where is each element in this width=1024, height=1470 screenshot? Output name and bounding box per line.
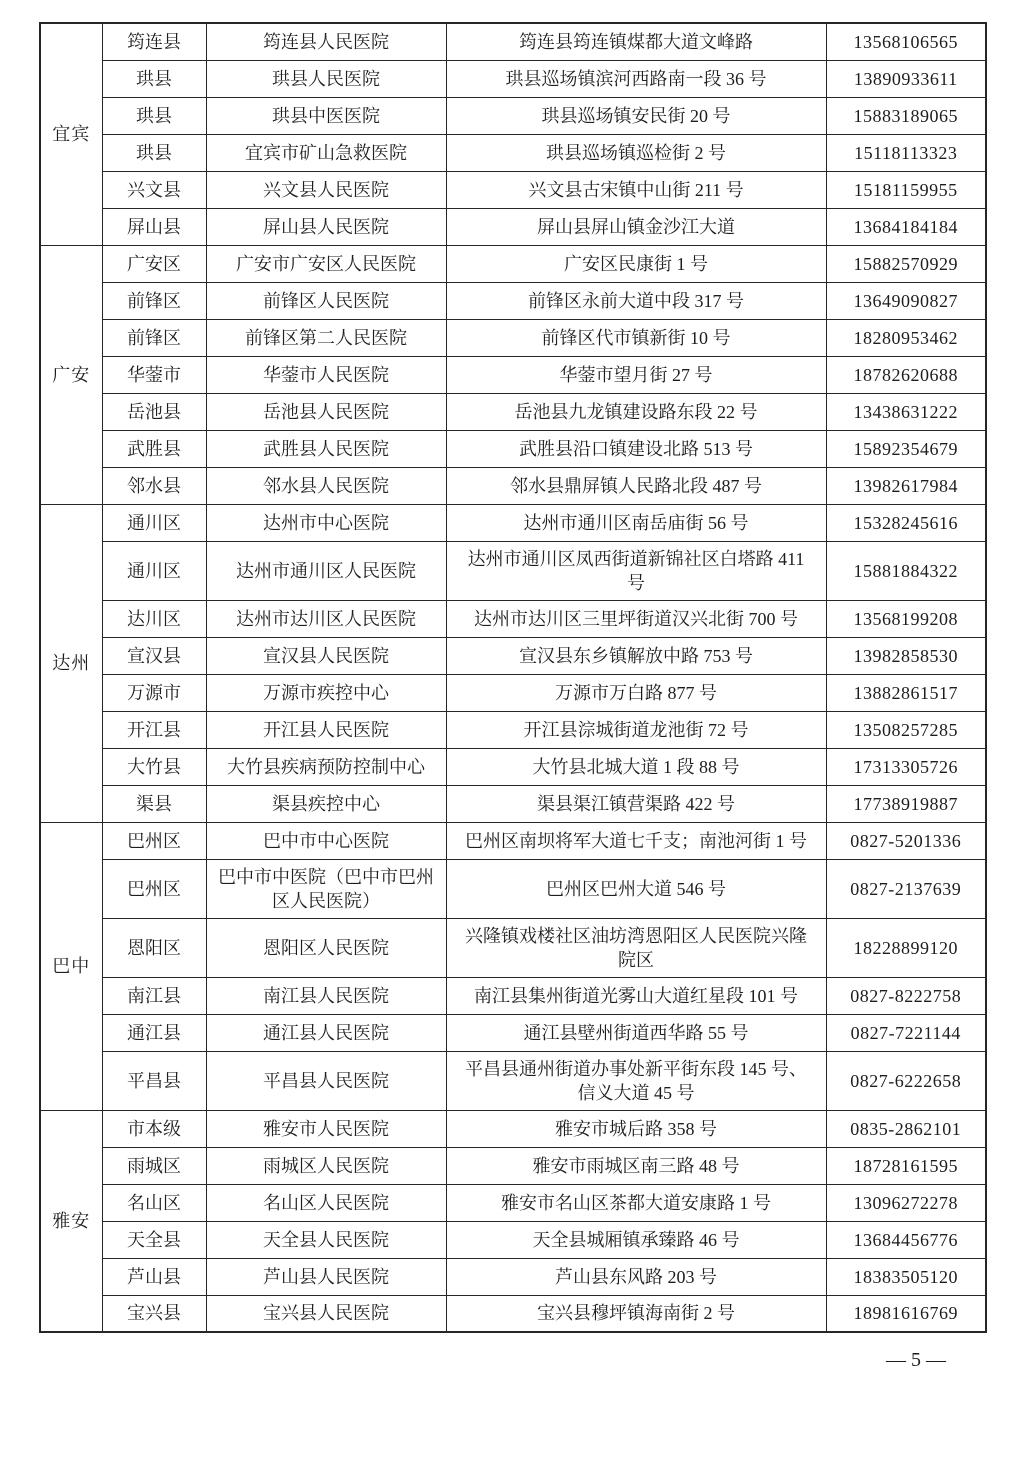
table-row xyxy=(40,171,986,208)
hospital-cell: 大竹县疾病预防控制中心 xyxy=(206,748,446,785)
district-cell: 恩阳区 xyxy=(102,918,206,977)
phone-cell: 17738919887 xyxy=(826,785,986,822)
district-cell: 万源市 xyxy=(102,674,206,711)
district-cell: 宝兴县 xyxy=(102,1295,206,1332)
district-cell: 芦山县 xyxy=(102,1258,206,1295)
hospital-cell: 广安市广安区人民医院 xyxy=(206,245,446,282)
table-row xyxy=(40,785,986,822)
hospital-cell: 平昌县人民医院 xyxy=(206,1051,446,1110)
table-row xyxy=(40,711,986,748)
phone-cell: 13982858530 xyxy=(826,637,986,674)
hospital-cell: 屏山县人民医院 xyxy=(206,208,446,245)
table-row xyxy=(40,1221,986,1258)
hospital-table xyxy=(39,22,987,1333)
city-cell: 巴中 xyxy=(40,822,102,1110)
phone-cell: 15882570929 xyxy=(826,245,986,282)
address-cell: 广安区民康街 1 号 xyxy=(446,245,826,282)
district-cell: 珙县 xyxy=(102,134,206,171)
table-row xyxy=(40,918,986,977)
hospital-cell: 邻水县人民医院 xyxy=(206,467,446,504)
address-cell: 岳池县九龙镇建设路东段 22 号 xyxy=(446,393,826,430)
hospital-cell: 宜宾市矿山急救医院 xyxy=(206,134,446,171)
hospital-cell: 雨城区人民医院 xyxy=(206,1147,446,1184)
address-cell: 宣汉县东乡镇解放中路 753 号 xyxy=(446,637,826,674)
phone-cell: 0827-6222658 xyxy=(826,1051,986,1110)
district-cell: 华蓥市 xyxy=(102,356,206,393)
hospital-cell: 兴文县人民医院 xyxy=(206,171,446,208)
district-cell: 市本级 xyxy=(102,1110,206,1147)
hospital-cell: 芦山县人民医院 xyxy=(206,1258,446,1295)
hospital-cell: 达州市达川区人民医院 xyxy=(206,600,446,637)
hospital-cell: 雅安市人民医院 xyxy=(206,1110,446,1147)
phone-cell: 18383505120 xyxy=(826,1258,986,1295)
address-cell: 达州市达川区三里坪街道汉兴北街 700 号 xyxy=(446,600,826,637)
phone-cell: 13568199208 xyxy=(826,600,986,637)
district-cell: 通江县 xyxy=(102,1014,206,1051)
page-footer xyxy=(0,1349,1024,1372)
address-cell: 邻水县鼎屏镇人民路北段 487 号 xyxy=(446,467,826,504)
district-cell: 兴文县 xyxy=(102,171,206,208)
address-cell: 天全县城厢镇承臻路 46 号 xyxy=(446,1221,826,1258)
table-row xyxy=(40,1295,986,1332)
district-cell: 筠连县 xyxy=(102,23,206,60)
table-row xyxy=(40,23,986,60)
address-cell: 华蓥市望月街 27 号 xyxy=(446,356,826,393)
address-cell: 珙县巡场镇巡检街 2 号 xyxy=(446,134,826,171)
district-cell: 珙县 xyxy=(102,60,206,97)
phone-cell: 17313305726 xyxy=(826,748,986,785)
hospital-cell: 通江县人民医院 xyxy=(206,1014,446,1051)
phone-cell: 13438631222 xyxy=(826,393,986,430)
phone-cell: 15883189065 xyxy=(826,97,986,134)
district-cell: 邻水县 xyxy=(102,467,206,504)
table-row xyxy=(40,60,986,97)
district-cell: 宣汉县 xyxy=(102,637,206,674)
table-row xyxy=(40,208,986,245)
phone-cell: 13684456776 xyxy=(826,1221,986,1258)
address-cell: 达州市通川区南岳庙街 56 号 xyxy=(446,504,826,541)
table-row xyxy=(40,467,986,504)
table-row xyxy=(40,282,986,319)
address-cell: 珙县巡场镇滨河西路南一段 36 号 xyxy=(446,60,826,97)
phone-cell: 0827-5201336 xyxy=(826,822,986,859)
address-cell: 武胜县沿口镇建设北路 513 号 xyxy=(446,430,826,467)
phone-cell: 15118113323 xyxy=(826,134,986,171)
phone-cell: 15892354679 xyxy=(826,430,986,467)
hospital-cell: 渠县疾控中心 xyxy=(206,785,446,822)
hospital-cell: 达州市通川区人民医院 xyxy=(206,541,446,600)
address-cell: 珙县巡场镇安民街 20 号 xyxy=(446,97,826,134)
table-row xyxy=(40,637,986,674)
phone-cell: 13568106565 xyxy=(826,23,986,60)
hospital-cell: 天全县人民医院 xyxy=(206,1221,446,1258)
phone-cell: 13508257285 xyxy=(826,711,986,748)
phone-cell: 0827-2137639 xyxy=(826,859,986,918)
address-cell: 通江县壁州街道西华路 55 号 xyxy=(446,1014,826,1051)
district-cell: 巴州区 xyxy=(102,822,206,859)
address-cell: 兴隆镇戏楼社区油坊湾恩阳区人民医院兴隆院区 xyxy=(446,918,826,977)
district-cell: 岳池县 xyxy=(102,393,206,430)
district-cell: 通川区 xyxy=(102,504,206,541)
phone-cell: 13649090827 xyxy=(826,282,986,319)
table-row xyxy=(40,134,986,171)
city-cell: 雅安 xyxy=(40,1110,102,1332)
table-row xyxy=(40,393,986,430)
hospital-table-body xyxy=(40,23,986,1332)
address-cell: 雅安市名山区茶都大道安康路 1 号 xyxy=(446,1184,826,1221)
table-row xyxy=(40,748,986,785)
district-cell: 前锋区 xyxy=(102,319,206,356)
phone-cell: 0827-7221144 xyxy=(826,1014,986,1051)
phone-cell: 18782620688 xyxy=(826,356,986,393)
hospital-cell: 筠连县人民医院 xyxy=(206,23,446,60)
address-cell: 前锋区代市镇新街 10 号 xyxy=(446,319,826,356)
table-row xyxy=(40,504,986,541)
phone-cell: 13982617984 xyxy=(826,467,986,504)
page-number: — 5 — xyxy=(886,1349,946,1371)
phone-cell: 18728161595 xyxy=(826,1147,986,1184)
table-row xyxy=(40,356,986,393)
district-cell: 平昌县 xyxy=(102,1051,206,1110)
hospital-cell: 珙县中医医院 xyxy=(206,97,446,134)
address-cell: 南江县集州街道光雾山大道红星段 101 号 xyxy=(446,977,826,1014)
address-cell: 平昌县通州街道办事处新平街东段 145 号、信义大道 45 号 xyxy=(446,1051,826,1110)
address-cell: 大竹县北城大道 1 段 88 号 xyxy=(446,748,826,785)
address-cell: 芦山县东风路 203 号 xyxy=(446,1258,826,1295)
district-cell: 达川区 xyxy=(102,600,206,637)
district-cell: 开江县 xyxy=(102,711,206,748)
phone-cell: 0835-2862101 xyxy=(826,1110,986,1147)
phone-cell: 18228899120 xyxy=(826,918,986,977)
hospital-cell: 宝兴县人民医院 xyxy=(206,1295,446,1332)
district-cell: 渠县 xyxy=(102,785,206,822)
hospital-cell: 达州市中心医院 xyxy=(206,504,446,541)
address-cell: 宝兴县穆坪镇海南街 2 号 xyxy=(446,1295,826,1332)
phone-cell: 13890933611 xyxy=(826,60,986,97)
hospital-cell: 前锋区人民医院 xyxy=(206,282,446,319)
city-cell: 广安 xyxy=(40,245,102,504)
table-row xyxy=(40,97,986,134)
district-cell: 天全县 xyxy=(102,1221,206,1258)
hospital-cell: 开江县人民医院 xyxy=(206,711,446,748)
district-cell: 雨城区 xyxy=(102,1147,206,1184)
table-row xyxy=(40,1051,986,1110)
table-row xyxy=(40,319,986,356)
table-row xyxy=(40,822,986,859)
table-row xyxy=(40,1110,986,1147)
hospital-cell: 华蓥市人民医院 xyxy=(206,356,446,393)
district-cell: 通川区 xyxy=(102,541,206,600)
address-cell: 雅安市雨城区南三路 48 号 xyxy=(446,1147,826,1184)
document-page xyxy=(0,22,1024,1470)
address-cell: 巴州区南坝将军大道七千支；南池河街 1 号 xyxy=(446,822,826,859)
table-row xyxy=(40,1184,986,1221)
address-cell: 屏山县屏山镇金沙江大道 xyxy=(446,208,826,245)
city-cell: 宜宾 xyxy=(40,23,102,245)
table-row xyxy=(40,541,986,600)
city-cell: 达州 xyxy=(40,504,102,822)
district-cell: 大竹县 xyxy=(102,748,206,785)
hospital-cell: 万源市疾控中心 xyxy=(206,674,446,711)
phone-cell: 15881884322 xyxy=(826,541,986,600)
phone-cell: 0827-8222758 xyxy=(826,977,986,1014)
table-row xyxy=(40,430,986,467)
hospital-cell: 武胜县人民医院 xyxy=(206,430,446,467)
table-row xyxy=(40,245,986,282)
table-row xyxy=(40,674,986,711)
district-cell: 巴州区 xyxy=(102,859,206,918)
table-row xyxy=(40,977,986,1014)
address-cell: 兴文县古宋镇中山街 211 号 xyxy=(446,171,826,208)
district-cell: 广安区 xyxy=(102,245,206,282)
address-cell: 雅安市城后路 358 号 xyxy=(446,1110,826,1147)
phone-cell: 15328245616 xyxy=(826,504,986,541)
phone-cell: 13096272278 xyxy=(826,1184,986,1221)
address-cell: 万源市万白路 877 号 xyxy=(446,674,826,711)
hospital-cell: 巴中市中心医院 xyxy=(206,822,446,859)
district-cell: 名山区 xyxy=(102,1184,206,1221)
hospital-cell: 巴中市中医院（巴中市巴州区人民医院） xyxy=(206,859,446,918)
hospital-cell: 岳池县人民医院 xyxy=(206,393,446,430)
district-cell: 前锋区 xyxy=(102,282,206,319)
address-cell: 达州市通川区凤西街道新锦社区白塔路 411 号 xyxy=(446,541,826,600)
address-cell: 筠连县筠连镇煤都大道文峰路 xyxy=(446,23,826,60)
phone-cell: 18280953462 xyxy=(826,319,986,356)
hospital-cell: 南江县人民医院 xyxy=(206,977,446,1014)
phone-cell: 15181159955 xyxy=(826,171,986,208)
hospital-cell: 名山区人民医院 xyxy=(206,1184,446,1221)
hospital-cell: 恩阳区人民医院 xyxy=(206,918,446,977)
phone-cell: 13882861517 xyxy=(826,674,986,711)
address-cell: 渠县渠江镇营渠路 422 号 xyxy=(446,785,826,822)
table-row xyxy=(40,859,986,918)
address-cell: 开江县淙城街道龙池街 72 号 xyxy=(446,711,826,748)
district-cell: 珙县 xyxy=(102,97,206,134)
hospital-cell: 珙县人民医院 xyxy=(206,60,446,97)
address-cell: 前锋区永前大道中段 317 号 xyxy=(446,282,826,319)
district-cell: 屏山县 xyxy=(102,208,206,245)
district-cell: 南江县 xyxy=(102,977,206,1014)
table-row xyxy=(40,1258,986,1295)
page xyxy=(0,22,1024,1470)
table-row xyxy=(40,600,986,637)
hospital-cell: 宣汉县人民医院 xyxy=(206,637,446,674)
hospital-cell: 前锋区第二人民医院 xyxy=(206,319,446,356)
phone-cell: 18981616769 xyxy=(826,1295,986,1332)
district-cell: 武胜县 xyxy=(102,430,206,467)
phone-cell: 13684184184 xyxy=(826,208,986,245)
table-row xyxy=(40,1014,986,1051)
table-row xyxy=(40,1147,986,1184)
address-cell: 巴州区巴州大道 546 号 xyxy=(446,859,826,918)
